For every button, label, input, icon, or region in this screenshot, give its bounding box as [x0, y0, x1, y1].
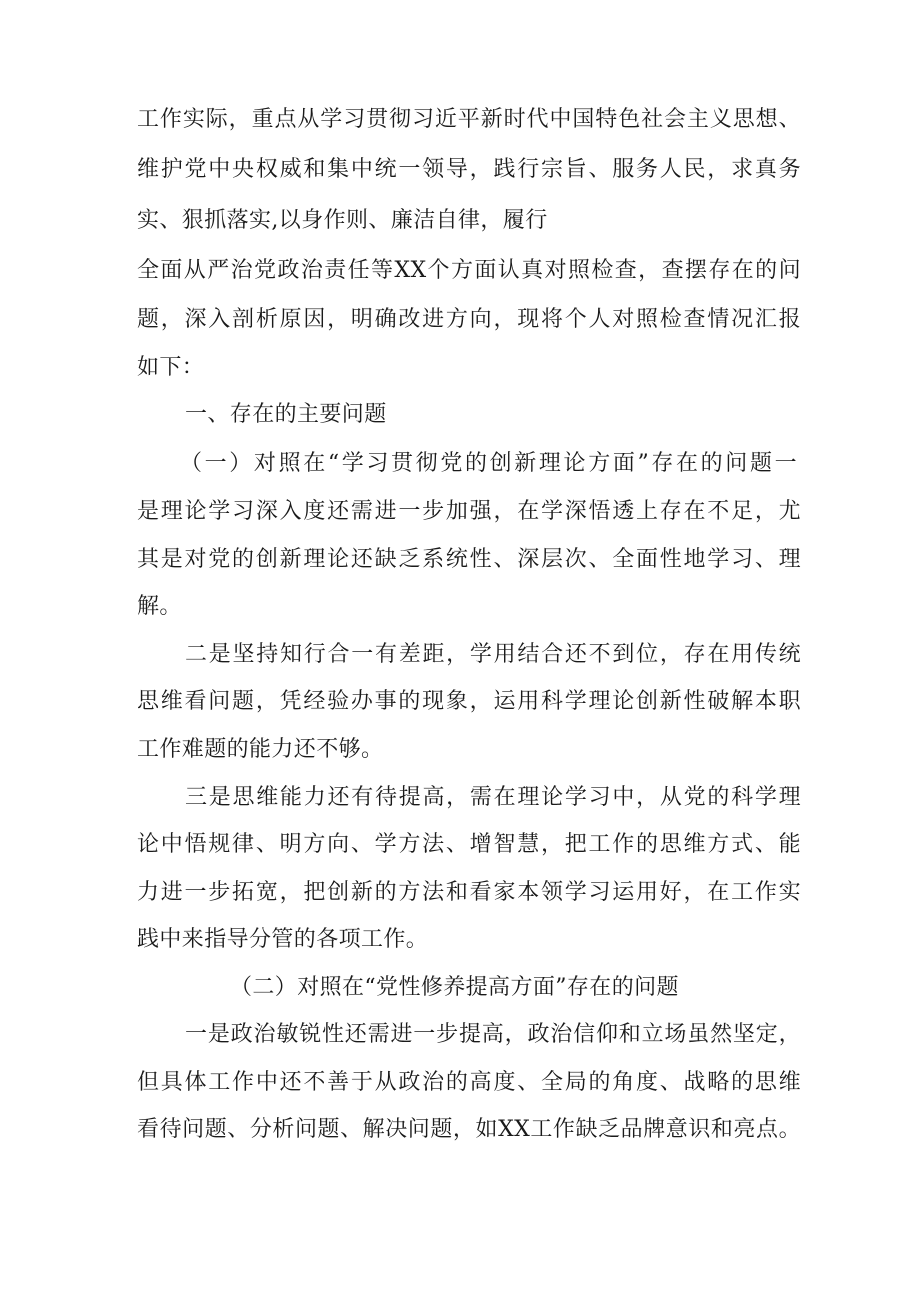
text-line-2: 维护党中央权威和集中统一领导，践行宗旨、服务人民，求真务 [137, 157, 801, 182]
text-line-4: 全面从严治党政治责任等XX个方面认真对照检查，查摆存在的问 [137, 258, 801, 283]
subsection-heading-2: （二）对照在“党性修养提高方面”存在的问题 [230, 975, 679, 1000]
text-line-16: 力进一步拓宽，把创新的方法和看家本领学习运用好，在工作实 [137, 880, 801, 905]
subsection-heading-1: （一）对照在“学习贯彻党的创新理论方面”存在的问题一 [180, 451, 797, 476]
text-line-6: 如下： [137, 355, 205, 380]
text-line-3: 实、狠抓落实,以身作则、廉洁自律，履行 [137, 208, 548, 233]
text-line-14: 三是思维能力还有待提高，需在理论学习中，从党的科学理 [185, 785, 801, 810]
text-line-17: 践中来指导分管的各项工作。 [137, 927, 429, 952]
text-line-11: 二是坚持知行合一有差距，学用结合还不到位，存在用传统 [185, 642, 801, 667]
text-line-8: 是理论学习深入度还需进一步加强，在学深悟透上存在不足，尤 [137, 499, 801, 524]
text-line-12: 思维看问题，凭经验办事的现象，运用科学理论创新性破解本职 [137, 689, 801, 714]
text-line-13: 工作难题的能力还不够。 [137, 737, 384, 762]
section-heading-1: 一、存在的主要问题 [185, 402, 387, 427]
text-line-10: 解。 [137, 594, 182, 619]
text-line-1: 工作实际，重点从学习贯彻习近平新时代中国特色社会主义思想、 [137, 107, 801, 132]
text-line-15: 论中悟规律、明方向、学方法、增智慧，把工作的思维方式、能 [137, 832, 801, 857]
text-line-21: 看待问题、分析问题、解决问题，如XX工作缺乏品牌意识和亮点。 [137, 1117, 801, 1142]
text-line-19: 一是政治敏锐性还需进一步提高，政治信仰和立场虽然坚定， [185, 1022, 801, 1047]
text-line-20: 但具体工作中还不善于从政治的高度、全局的角度、战略的思维 [137, 1070, 801, 1095]
text-line-9: 其是对党的创新理论还缺乏系统性、深层次、全面性地学习、理 [137, 547, 801, 572]
text-line-5: 题，深入剖析原因，明确改进方向，现将个人对照检查情况汇报 [137, 307, 801, 332]
